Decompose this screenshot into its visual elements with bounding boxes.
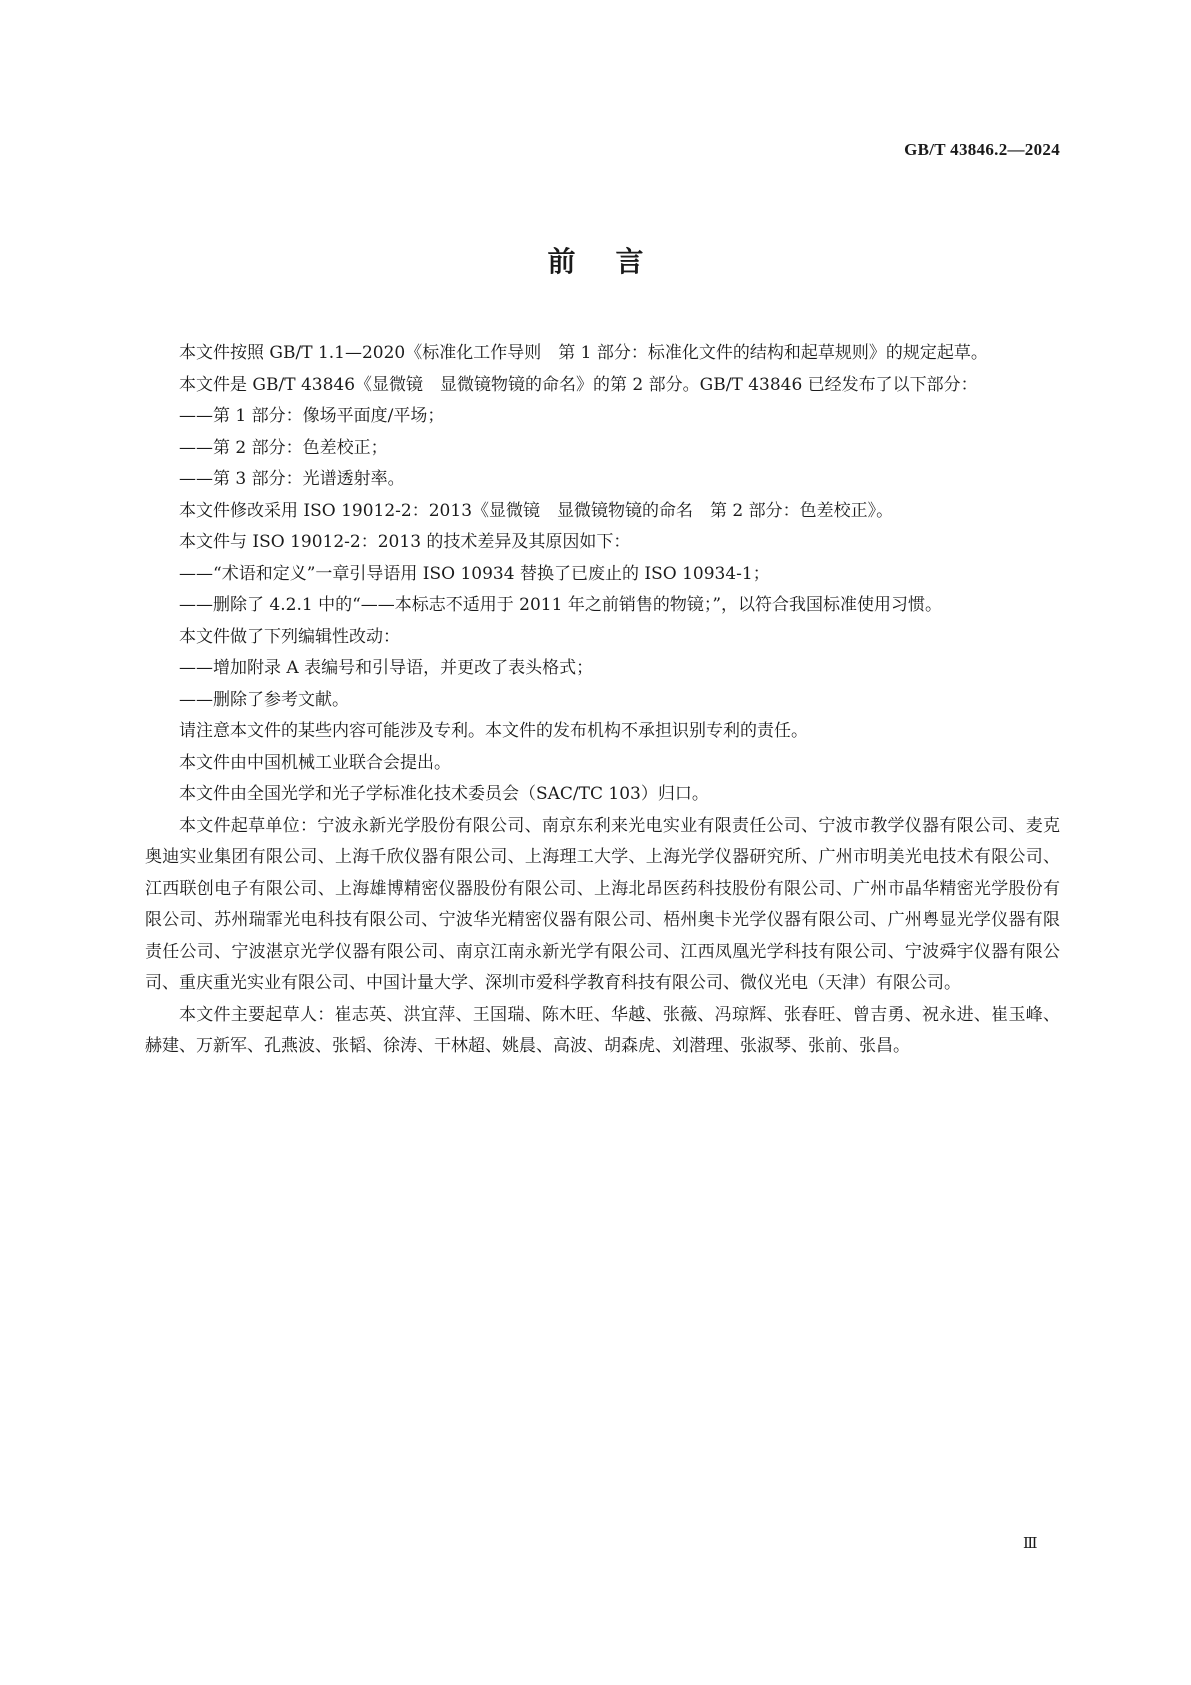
list-item-part-3: ——第 3 部分：光谱透射率。: [179, 469, 405, 489]
list-item-editorial-1: ——增加附录 A 表编号和引导语，并更改了表头格式；: [179, 658, 594, 678]
page-number: Ⅲ: [1023, 1536, 1038, 1552]
paragraph-committee: 本文件由全国光学和光子学标准化技术委员会（SAC/TC 103）归口。: [179, 784, 709, 804]
paragraph-editorial-changes: 本文件做了下列编辑性改动：: [179, 626, 400, 647]
list-item-part-1: ——第 1 部分：像场平面度/平场；: [179, 406, 445, 426]
list-item-part-2: ——第 2 部分：色差校正；: [179, 437, 388, 458]
paragraph-patent-notice: 请注意本文件的某些内容可能涉及专利。本文件的发布机构不承担识别专利的责任。: [179, 721, 808, 741]
paragraph-drafting-rules: 本文件按照 GB/T 1.1—2020《标准化工作导则 第 1 部分：标准化文件的结构和起草规则》的规定起草。: [179, 343, 988, 363]
foreword-body: [145, 338, 1060, 1063]
paragraph-proposer: 本文件由中国机械工业联合会提出。: [179, 752, 451, 773]
paragraph-drafters: 本文件主要起草人：崔志英、洪宜萍、王国瑞、陈木旺、华越、张薇、冯琼辉、张春旺、曾吉勇、祝永进、崔玉峰、赫建、万新军、孔燕波、张韬、徐涛、干林超、姚晨、高波、胡森虎、刘潜理、张淑琴、张前、张昌。: [145, 1004, 1060, 1056]
paragraph-technical-differences: 本文件与 ISO 19012-2：2013 的技术差异及其原因如下：: [179, 532, 631, 552]
page-title: 前言: [547, 245, 684, 278]
paragraph-adoption: 本文件修改采用 ISO 19012-2：2013《显微镜 显微镜物镜的命名 第 2 部分：色差校正》。: [179, 500, 894, 521]
paragraph-drafting-units: 本文件起草单位：宁波永新光学股份有限公司、南京东利来光电实业有限责任公司、宁波市教学仪器有限公司、麦克奥迪实业集团有限公司、上海千欣仪器有限公司、上海理工大学、上海光学仪器研究所、广州市明美光电技术有限公司、江西联创电子有限公司、上海雄博精密仪器股份有限公司、上海北昂医药科技股份有限公司、广州市晶华精密光学股份有限公司、苏州瑞霏光电科技有限公司、宁波华光精密仪器有限公司、梧州奥卡光学仪器有限公司、广州粤显光学仪器有限责任公司、宁波湛京光学仪器有限公司、南京江南永新光学有限公司、江西凤凰光学科技有限公司、宁波舜宇仪器有限公司、重庆重光实业有限公司、中国计量大学、深圳市爱科学教育科技有限公司、微仪光电（天津）有限公司。: [145, 815, 1060, 993]
list-item-difference-1: ——“术语和定义”一章引导语用 ISO 10934 替换了已废止的 ISO 10934-1；: [179, 563, 770, 584]
list-item-editorial-2: ——删除了参考文献。: [179, 689, 349, 710]
paragraph-series-intro: 本文件是 GB/T 43846《显微镜 显微镜物镜的命名》的第 2 部分。GB/T 43846 已经发布了以下部分：: [179, 374, 978, 395]
standard-number: GB/T 43846.2—2024: [904, 140, 1060, 159]
list-item-difference-2: ——删除了 4.2.1 中的“——本标志不适用于 2011 年之前销售的物镜；”，以符合我国标准使用习惯。: [179, 595, 943, 615]
